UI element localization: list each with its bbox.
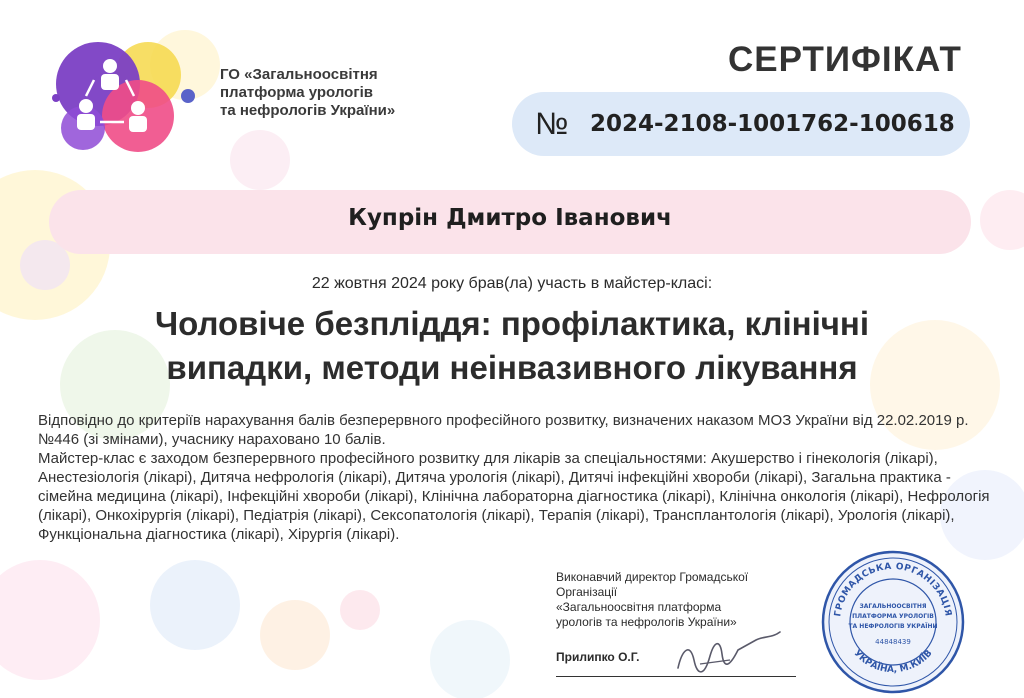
participation-statement: 22 жовтня 2024 року брав(ла) участь в майстер-класі: <box>311 275 713 292</box>
logo-dot-icon <box>181 89 195 103</box>
organization-name-line: та нефрологів України» <box>220 102 396 119</box>
certificate-number: 2024-2108-1001762-100618 <box>590 111 955 137</box>
organization-name-line: платформа урологів <box>220 84 373 101</box>
credit-points-paragraph: Відповідно до критеріїв нарахування балів безперервного професійного розвитку, визначених наказом МОЗ України від 22.02.2019 р. №446 (зі змінами), учаснику нараховано 10 балів. <box>38 412 969 448</box>
organization-name <box>220 66 460 120</box>
organization-logo <box>38 40 208 160</box>
signatory-title-line: урологів та нефрологів України» <box>556 615 737 629</box>
signatory-title-line: Виконавчий директор Громадської <box>556 570 749 584</box>
course-title-line: Чоловіче безпліддя: профілактика, клінічні <box>154 305 870 342</box>
handwritten-signature <box>660 620 790 690</box>
number-sign: № <box>535 106 569 141</box>
seal-inner-text: ТА НЕФРОЛОГІВ УКРАЇНИ <box>848 623 938 630</box>
specialties-paragraph: Майстер-клас є заходом безперервного професійного розвитку для лікарів за спеціальностями: Акушерство і гінекологія (лікарі), Анестезіологія (лікарі), Дитяча нефрологія (лікарі), Дитяча урологія (лікарі), Дитячі інфекційні хвороби (лікарі), Загальна практика - сімейна медицина (лікарі), Інфекційні хвороби (лікарі), Клінічна лабораторна діагностика (лікарі), Клінічна онкологія (лікарі), Нефрологія (лікарі), Онкохірургія (лікарі), Педіатрія (лікарі), Сексопатологія (лікарі), Терапія (лікарі), Трансплантологія (лікарі), Урологія (лікарі), Функціональна діагностика (лікарі), Хірургія (лікарі). <box>38 450 990 543</box>
organization-name-line: ГО «Загальноосвітня <box>220 66 378 83</box>
certificate-title: СЕРТИФІКАТ <box>728 40 962 79</box>
course-title <box>20 302 1004 390</box>
participant-name: Купрін Дмитро Іванович <box>348 205 672 231</box>
course-title-line: випадки, методи неінвазивного лікування <box>166 349 858 386</box>
organization-seal-icon <box>818 548 968 696</box>
signatory-title-line: Організації <box>556 585 618 599</box>
signatory-title-line: «Загальноосвітня платформа <box>556 600 722 614</box>
signatory-name: Прилипко О.Г. <box>556 650 640 664</box>
seal-top-text: ГРОМАДСЬКА ОРГАНІЗАЦІЯ <box>833 561 953 618</box>
seal-code: 44848439 <box>875 638 911 646</box>
certificate-body <box>38 411 998 544</box>
seal-inner-text: ПЛАТФОРМА УРОЛОГІВ <box>852 613 934 620</box>
seal-inner-text: ЗАГАЛЬНООСВІТНЯ <box>859 603 927 610</box>
seal-bottom-text: УКРАЇНА, М.КИЇВ <box>851 648 935 676</box>
